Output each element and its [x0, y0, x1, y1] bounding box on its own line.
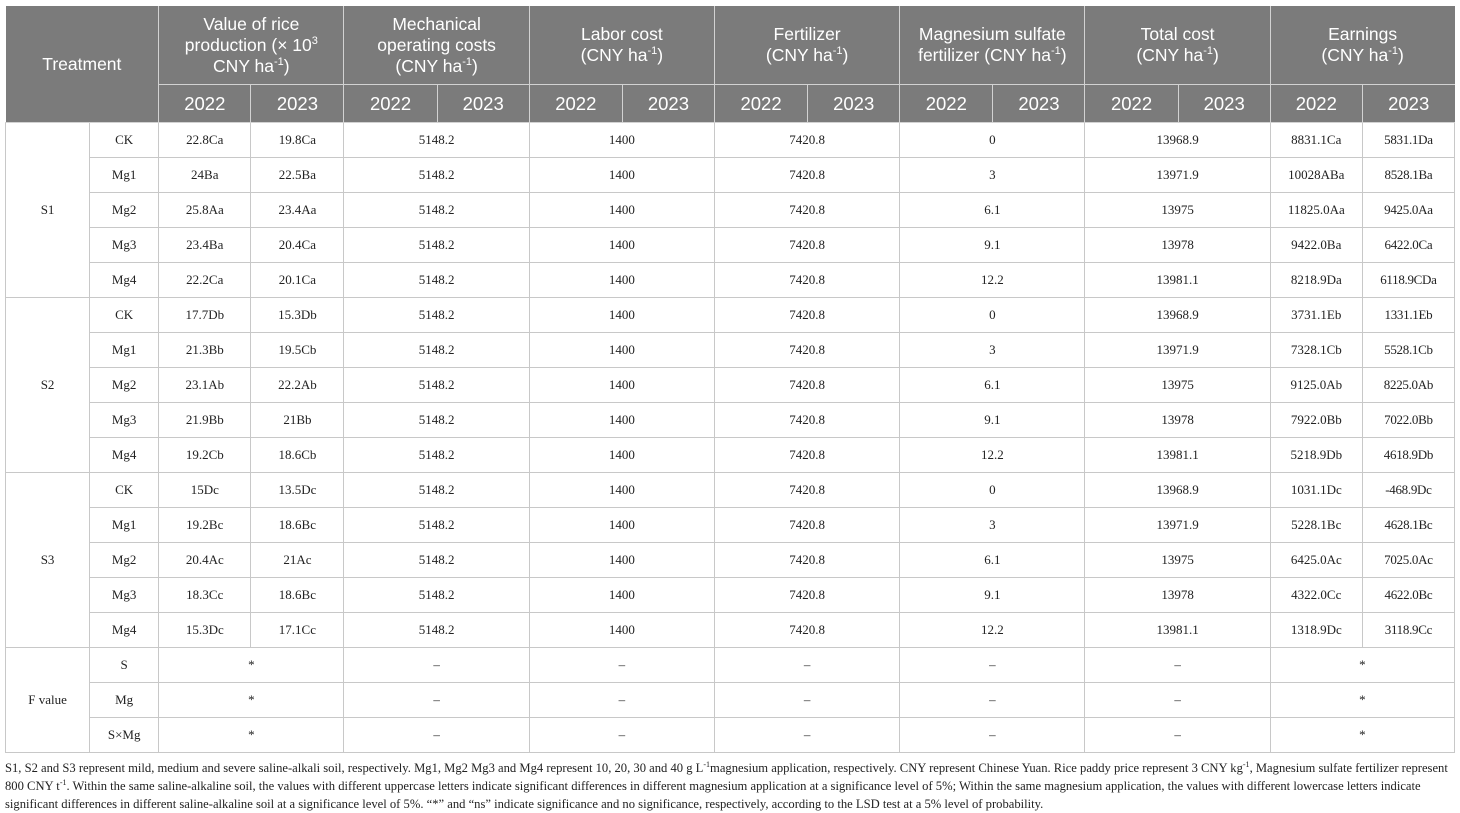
total-cost-significance: –	[1085, 648, 1270, 683]
labor-cost: 1400	[529, 438, 714, 473]
table-row	[6, 193, 1455, 228]
mechanical-cost: 5148.2	[344, 333, 529, 368]
earnings-2022: 6425.0Ac	[1270, 543, 1362, 578]
table-row	[6, 578, 1455, 613]
earnings-2022: 11825.0Aa	[1270, 193, 1362, 228]
earnings-2023: -468.9Dc	[1362, 473, 1454, 508]
rice-value-2022: 15.3Dc	[159, 613, 251, 648]
earnings-2023: 5528.1Cb	[1362, 333, 1454, 368]
economic-benefit-table	[5, 6, 1455, 753]
header-line: Value of rice	[203, 13, 300, 34]
mechanical-cost: 5148.2	[344, 298, 529, 333]
header-line: fertilizer (CNY $ha^{-1}$)	[918, 45, 1067, 65]
mechanical-cost: 5148.2	[344, 578, 529, 613]
mgso4-significance: –	[900, 718, 1085, 753]
footnote-text: magnesium application, respectively. CNY represent Chinese Yuan. Rice paddy price represent 3 CNY kg	[710, 761, 1243, 775]
mechanical-cost: 5148.2	[344, 263, 529, 298]
labor-cost: 1400	[529, 123, 714, 158]
rice-value-2022: 23.4Ba	[159, 228, 251, 263]
table-body	[6, 123, 1455, 753]
earnings-2022: 1318.9Dc	[1270, 613, 1362, 648]
rice-value-2023: 21Ac	[251, 543, 344, 578]
mgso4-cost: 12.2	[900, 438, 1085, 473]
mg-treatment-label: Mg2	[90, 543, 159, 578]
table-row	[6, 298, 1455, 333]
mg-treatment-label: Mg1	[90, 158, 159, 193]
year-header: 2023	[251, 85, 344, 123]
mechanical-cost: 5148.2	[344, 473, 529, 508]
rice-value-2023: 13.5Dc	[251, 473, 344, 508]
mg-treatment-label: CK	[90, 473, 159, 508]
year-header: 2023	[437, 85, 529, 123]
labor-cost: 1400	[529, 333, 714, 368]
factor-label: S	[90, 648, 159, 683]
rice-value-significance: *	[159, 718, 344, 753]
fertilizer-cost: 7420.8	[714, 473, 899, 508]
earnings-2022: 4322.0Cc	[1270, 578, 1362, 613]
header-line: (CNY $ha^{-1}$)	[580, 45, 664, 65]
rice-value-2023: 22.2Ab	[251, 368, 344, 403]
rice-value-2023: 18.6Bc	[251, 508, 344, 543]
mg-treatment-label: Mg3	[90, 228, 159, 263]
labor-cost: 1400	[529, 543, 714, 578]
total-cost: 13971.9	[1085, 158, 1270, 193]
earnings-2023: 4618.9Db	[1362, 438, 1454, 473]
treatment-header: Treatment	[6, 6, 159, 123]
fertilizer-cost: 7420.8	[714, 438, 899, 473]
year-header: 2023	[808, 85, 900, 123]
labor-cost-significance: –	[529, 683, 714, 718]
rice-value-significance: *	[159, 683, 344, 718]
earnings-2023: 7025.0Ac	[1362, 543, 1454, 578]
labor-cost: 1400	[529, 368, 714, 403]
earnings-significance: *	[1270, 648, 1454, 683]
unit-superscript: -1	[703, 759, 711, 769]
mgso4-cost: 3	[900, 333, 1085, 368]
mg-treatment-label: Mg1	[90, 333, 159, 368]
mgso4-cost: 0	[900, 298, 1085, 333]
rice-value-2023: 20.1Ca	[251, 263, 344, 298]
header-line: (CNY $ha^{-1}$)	[1321, 45, 1404, 65]
labor-cost: 1400	[529, 613, 714, 648]
year-header: 2022	[344, 85, 437, 123]
rice-value-2022: 21.9Bb	[159, 403, 251, 438]
total-cost: 13975	[1085, 543, 1270, 578]
earnings-2022: 5228.1Bc	[1270, 508, 1362, 543]
earnings-2023: 5831.1Da	[1362, 123, 1454, 158]
fertilizer-cost: 7420.8	[714, 228, 899, 263]
mgso4-cost: 3	[900, 158, 1085, 193]
total-cost: 13981.1	[1085, 613, 1270, 648]
earnings-2023: 8528.1Ba	[1362, 158, 1454, 193]
earnings-2023: 8225.0Ab	[1362, 368, 1454, 403]
table-header	[6, 6, 1455, 123]
mechanical-cost: 5148.2	[344, 228, 529, 263]
mg-treatment-label: Mg3	[90, 578, 159, 613]
table-row	[6, 123, 1455, 158]
mechanical-cost-significance: –	[344, 648, 529, 683]
table-row	[6, 263, 1455, 298]
total-cost: 13971.9	[1085, 333, 1270, 368]
fertilizer-cost: 7420.8	[714, 368, 899, 403]
year-header: 2023	[622, 85, 714, 123]
fvalue-row	[6, 718, 1455, 753]
fertilizer-cost: 7420.8	[714, 508, 899, 543]
year-header: 2022	[714, 85, 807, 123]
mgso4-significance: –	[900, 648, 1085, 683]
earnings-2023: 7022.0Bb	[1362, 403, 1454, 438]
mechanical-cost-header	[344, 6, 529, 85]
soil-group-label: S3	[6, 473, 90, 648]
mg-treatment-label: Mg4	[90, 613, 159, 648]
total-cost: 13981.1	[1085, 438, 1270, 473]
rice-value-2023: 21Bb	[251, 403, 344, 438]
table-footnote	[5, 759, 1455, 813]
table-row	[6, 368, 1455, 403]
labor-cost: 1400	[529, 298, 714, 333]
rice-value-2023: 23.4Aa	[251, 193, 344, 228]
fertilizer-cost: 7420.8	[714, 298, 899, 333]
mgso4-significance: –	[900, 683, 1085, 718]
footnote-text: , Magnesium sulfate fertilizer represent 800 CNY t	[5, 761, 1448, 793]
earnings-2023: 6422.0Ca	[1362, 228, 1454, 263]
earnings-2022: 8218.9Da	[1270, 263, 1362, 298]
rice-value-significance: *	[159, 648, 344, 683]
earnings-2022: 8831.1Ca	[1270, 123, 1362, 158]
mg-treatment-label: Mg2	[90, 193, 159, 228]
earnings-2023: 4628.1Bc	[1362, 508, 1454, 543]
total-cost-header	[1085, 6, 1270, 85]
rice-value-2022: 20.4Ac	[159, 543, 251, 578]
rice-value-2022: 17.7Db	[159, 298, 251, 333]
header-line: (CNY $ha^{-1}$)	[395, 55, 478, 76]
total-cost: 13971.9	[1085, 508, 1270, 543]
labor-cost: 1400	[529, 228, 714, 263]
rice-value-2022: 21.3Bb	[159, 333, 251, 368]
footnote-text: . Within the same saline-alkaline soil, the values with different uppercase letters indicate significant differences in different magnesium application at a significance level of 5%; Within the same magnesium application, the values with different lowercase letters indicate significant differences in different saline-alkaline soil at a significance level of 5%. “*” and “ns” indicate significance and no significance, respectively, according to the LSD test at a 5% level of probability.	[5, 779, 1421, 811]
header-line: Fertilizer	[773, 24, 841, 44]
unit-superscript: -1	[1242, 759, 1250, 769]
labor-cost: 1400	[529, 158, 714, 193]
rice-value-2022: 23.1Ab	[159, 368, 251, 403]
table-page	[5, 6, 1455, 813]
total-cost-significance: –	[1085, 683, 1270, 718]
mg-treatment-label: Mg1	[90, 508, 159, 543]
header-line: (CNY $ha^{-1}$)	[765, 45, 849, 65]
labor-cost: 1400	[529, 508, 714, 543]
labor-cost: 1400	[529, 403, 714, 438]
total-cost: 13978	[1085, 228, 1270, 263]
labor-cost: 1400	[529, 193, 714, 228]
header-line: (CNY $ha^{-1}$)	[1136, 45, 1219, 65]
rice-value-2022: 25.8Aa	[159, 193, 251, 228]
rice-value-2023: 19.5Cb	[251, 333, 344, 368]
rice-value-2023: 17.1Cc	[251, 613, 344, 648]
mgso4-cost: 9.1	[900, 578, 1085, 613]
mgso4-cost: 12.2	[900, 263, 1085, 298]
header-line: production (× $10^3$	[184, 34, 318, 55]
fertilizer-cost: 7420.8	[714, 158, 899, 193]
mechanical-cost: 5148.2	[344, 508, 529, 543]
earnings-2023: 3118.9Cc	[1362, 613, 1454, 648]
fertilizer-significance: –	[714, 683, 899, 718]
fvalue-label: F value	[6, 648, 90, 753]
earnings-2022: 7328.1Cb	[1270, 333, 1362, 368]
total-cost: 13975	[1085, 193, 1270, 228]
table-row	[6, 543, 1455, 578]
fvalue-row	[6, 683, 1455, 718]
fertilizer-cost: 7420.8	[714, 333, 899, 368]
earnings-2022: 3731.1Eb	[1270, 298, 1362, 333]
earnings-2022: 1031.1Dc	[1270, 473, 1362, 508]
mgso4-cost: 0	[900, 473, 1085, 508]
rice-value-2023: 22.5Ba	[251, 158, 344, 193]
table-row	[6, 158, 1455, 193]
mg-treatment-label: Mg4	[90, 438, 159, 473]
table-row	[6, 403, 1455, 438]
total-cost: 13968.9	[1085, 473, 1270, 508]
total-cost: 13975	[1085, 368, 1270, 403]
total-cost: 13978	[1085, 403, 1270, 438]
earnings-2022: 10028ABa	[1270, 158, 1362, 193]
labor-cost: 1400	[529, 578, 714, 613]
mechanical-cost: 5148.2	[344, 438, 529, 473]
total-cost: 13981.1	[1085, 263, 1270, 298]
year-header: 2022	[900, 85, 993, 123]
table-row	[6, 508, 1455, 543]
earnings-significance: *	[1270, 718, 1454, 753]
fertilizer-cost: 7420.8	[714, 263, 899, 298]
fertilizer-cost: 7420.8	[714, 123, 899, 158]
mgso4-fertilizer-header	[900, 6, 1085, 85]
rice-value-2023: 18.6Cb	[251, 438, 344, 473]
rice-value-2022: 15Dc	[159, 473, 251, 508]
year-header: 2022	[1270, 85, 1362, 123]
mgso4-cost: 6.1	[900, 368, 1085, 403]
rice-value-2022: 18.3Cc	[159, 578, 251, 613]
year-header: 2022	[529, 85, 622, 123]
mechanical-cost: 5148.2	[344, 543, 529, 578]
header-line: operating costs	[377, 34, 496, 55]
header-line: Labor cost	[580, 24, 663, 44]
earnings-2022: 9125.0Ab	[1270, 368, 1362, 403]
mgso4-cost: 6.1	[900, 193, 1085, 228]
mechanical-cost: 5148.2	[344, 403, 529, 438]
table-row	[6, 473, 1455, 508]
earnings-2023: 9425.0Aa	[1362, 193, 1454, 228]
earnings-2022: 7922.0Bb	[1270, 403, 1362, 438]
mechanical-cost: 5148.2	[344, 368, 529, 403]
labor-cost: 1400	[529, 473, 714, 508]
table-row	[6, 613, 1455, 648]
mg-treatment-label: Mg3	[90, 403, 159, 438]
total-cost: 13978	[1085, 578, 1270, 613]
mg-treatment-label: CK	[90, 123, 159, 158]
fertilizer-cost: 7420.8	[714, 613, 899, 648]
mg-treatment-label: CK	[90, 298, 159, 333]
factor-label: S×Mg	[90, 718, 159, 753]
header-line: Earnings	[1328, 24, 1398, 44]
earnings-2023: 6118.9CDa	[1362, 263, 1454, 298]
mechanical-cost: 5148.2	[344, 613, 529, 648]
labor-cost-header	[529, 6, 714, 85]
year-header: 2022	[159, 85, 251, 123]
total-cost: 13968.9	[1085, 123, 1270, 158]
labor-cost-significance: –	[529, 648, 714, 683]
labor-cost-significance: –	[529, 718, 714, 753]
year-header: 2023	[993, 85, 1085, 123]
mgso4-cost: 6.1	[900, 543, 1085, 578]
rice-value-2022: 22.8Ca	[159, 123, 251, 158]
fertilizer-cost: 7420.8	[714, 578, 899, 613]
rice-value-2023: 19.8Ca	[251, 123, 344, 158]
earnings-header	[1270, 6, 1454, 85]
mgso4-cost: 9.1	[900, 403, 1085, 438]
fertilizer-cost: 7420.8	[714, 403, 899, 438]
fertilizer-significance: –	[714, 718, 899, 753]
soil-group-label: S2	[6, 298, 90, 473]
fertilizer-significance: –	[714, 648, 899, 683]
fertilizer-cost: 7420.8	[714, 193, 899, 228]
header-line: CNY $ha^{-1}$)	[213, 55, 290, 76]
mgso4-cost: 3	[900, 508, 1085, 543]
header-line: Total cost	[1140, 24, 1215, 44]
footnote-text: S1, S2 and S3 represent mild, medium and severe saline-alkali soil, respectively. Mg1, Mg2 Mg3 and Mg4 represent 10, 20, 30 and 40 g L	[5, 761, 704, 775]
rice-value-2023: 15.3Db	[251, 298, 344, 333]
year-header: 2023	[1178, 85, 1270, 123]
fertilizer-cost: 7420.8	[714, 543, 899, 578]
header-line: Magnesium sulfate	[918, 24, 1066, 44]
year-header: 2022	[1085, 85, 1178, 123]
labor-cost: 1400	[529, 263, 714, 298]
value-production-header	[159, 6, 344, 85]
soil-group-label: S1	[6, 123, 90, 298]
mg-treatment-label: Mg4	[90, 263, 159, 298]
mgso4-cost: 12.2	[900, 613, 1085, 648]
mechanical-cost-significance: –	[344, 683, 529, 718]
mgso4-cost: 9.1	[900, 228, 1085, 263]
rice-value-2022: 19.2Bc	[159, 508, 251, 543]
total-cost-significance: –	[1085, 718, 1270, 753]
earnings-2022: 9422.0Ba	[1270, 228, 1362, 263]
fvalue-row	[6, 648, 1455, 683]
mechanical-cost: 5148.2	[344, 158, 529, 193]
earnings-2023: 4622.0Bc	[1362, 578, 1454, 613]
mgso4-cost: 0	[900, 123, 1085, 158]
rice-value-2022: 19.2Cb	[159, 438, 251, 473]
table-row	[6, 333, 1455, 368]
mechanical-cost-significance: –	[344, 718, 529, 753]
year-header: 2023	[1362, 85, 1454, 123]
table-row	[6, 438, 1455, 473]
table-row	[6, 228, 1455, 263]
earnings-significance: *	[1270, 683, 1454, 718]
mg-treatment-label: Mg2	[90, 368, 159, 403]
rice-value-2022: 22.2Ca	[159, 263, 251, 298]
mechanical-cost: 5148.2	[344, 123, 529, 158]
factor-label: Mg	[90, 683, 159, 718]
unit-superscript: -1	[59, 777, 67, 787]
mechanical-cost: 5148.2	[344, 193, 529, 228]
header-line: Mechanical	[392, 13, 481, 34]
total-cost: 13968.9	[1085, 298, 1270, 333]
fertilizer-header	[714, 6, 899, 85]
rice-value-2022: 24Ba	[159, 158, 251, 193]
earnings-2022: 5218.9Db	[1270, 438, 1362, 473]
earnings-2023: 1331.1Eb	[1362, 298, 1454, 333]
rice-value-2023: 20.4Ca	[251, 228, 344, 263]
rice-value-2023: 18.6Bc	[251, 578, 344, 613]
